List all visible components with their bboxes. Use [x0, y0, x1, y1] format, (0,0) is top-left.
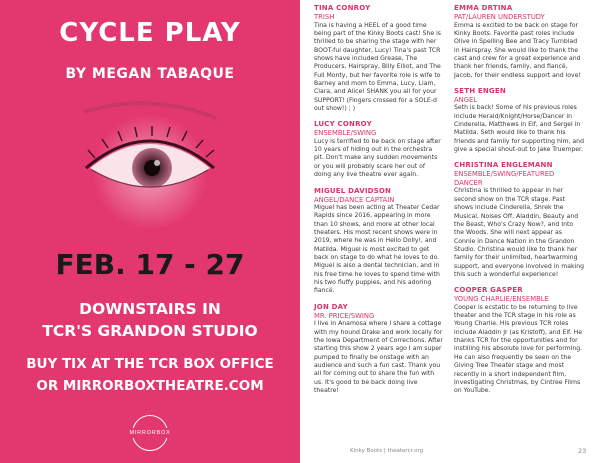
bio-entry	[314, 120, 444, 179]
bio-role: MR. PRICE/SWING	[314, 311, 375, 320]
page-footer: Kinky Boots | theatercr.org	[350, 448, 424, 454]
bio-name: CHRISTINA ENGLEMANN	[454, 161, 553, 170]
bio-role: ENSEMBLE/SWING	[314, 129, 377, 138]
logo-text: MIRRORBOX	[118, 428, 182, 438]
bio-text: Christina is thrilled to appear in her second show on the TCR stage. Past shows include Cinderella, Shrek the Musical, Noises Off, Aladdin, Beauty and the Beast, Who's Crazy Now?, and Into the Woods. She will next appear as Connie in Dance Nation in the Grandon Studio. Christina would like to thank her family for their unlimited, heartwarming support, and everyone involved in making this such a wonderful experience!	[454, 187, 585, 278]
bio-name: JON DAY	[314, 302, 348, 311]
bio-entry	[454, 87, 584, 155]
poster-dates: FEB. 17 - 27	[55, 248, 245, 281]
bio-name: SETH ENGEN	[454, 86, 506, 95]
bio-column-left	[314, 4, 444, 402]
bio-column-right	[454, 4, 584, 403]
bio-name: COOPER GASPER	[454, 286, 523, 295]
bio-entry	[314, 303, 444, 396]
bio-name: MIGUEL DAVIDSON	[314, 186, 392, 195]
bio-name: LUCY CONROY	[314, 120, 372, 129]
poster-tickets-line2: OR MIRRORBOXTHEATRE.COM	[36, 378, 264, 394]
bio-name: EMMA DRTINA	[454, 4, 513, 12]
bio-role: YOUNG CHARLIE/ENSEMBLE	[454, 295, 549, 304]
bio-role: ENSEMBLE/SWING/FEATURED DANCER	[454, 170, 555, 187]
bio-entry	[454, 161, 584, 279]
bio-text: Miguel has been acting at Theater Cedar Rapids since 2016, appearing in more than 10 shows, and more at other local theaters. His most recent shows were in 2019, where he was in Hello Dolly!, and Matilda. Miguel is most excited to get back on stage to do what he loves to do. Miguel is also a dental technician, and in his free time he loves to spend time with his two fluffy puppies, and his adoring fiancé.	[314, 204, 440, 295]
bio-role: ANGEL/DANCE CAPTAIN	[314, 195, 395, 204]
bio-entry	[314, 4, 444, 113]
bio-role: TRISH	[314, 13, 335, 21]
bio-text: Emma is excited to be back on stage for Kinky Boots. Favorite past roles include Olive in Spelling Bee and Tracy Turnblad in Hairspray. She would like to thank the cast and crew for a great experience and thank her friends, family, and fiancé, Jacob, for their endless support and love!	[454, 21, 581, 79]
poster-title: CYCLE PLAY	[59, 18, 241, 48]
bio-role: PAT/LAUREN UNDERSTUDY	[454, 13, 545, 21]
bio-entry	[454, 4, 584, 80]
bio-text: Cooper is ecstatic to be returning to live theater and the TCR stage in his role as Young Charlie. His previous TCR roles include Aladdin Jr (as Kristoff), and Elf. He thanks TCR for the opportunities and for instilling his absolute love for performing. He can also frequently be seen on the Giving Tree Theater stage and most recently in a short independent film, Investigating Christmas, by Cintree Films on YouTube.	[454, 303, 583, 395]
bio-entry	[314, 187, 444, 296]
bio-text: Lucy is terrified to be back on stage after 10 years of hiding out in the orchestra pit. Don't make any sudden movements or you will probably scare her out of doing any live theatre ever again.	[314, 137, 441, 179]
page-number: 23	[578, 447, 587, 455]
bio-text: I live in Anamosa where I share a cottage with my hound Drake and work locally for the Iowa Department of Corrections. After starting this show 2 years ago I am super pumped to finally be onstage with an audience and such a fun cast. Thank you all for coming out to share the fun with us. It's good to be back doing live theatre!	[314, 320, 443, 395]
bio-text: Seth is back! Some of his previous roles include Herald/Knight/Horse/Dancer in Cinderella, Matthews in Elf, and Sergei in Matilda. Seth would like to thank his friends and family for supporting him, and give a special shout-out to Jake Truemper.	[454, 104, 584, 154]
bio-entry	[454, 286, 584, 395]
poster-venue-line1: DOWNSTAIRS IN	[79, 300, 221, 318]
bio-text: Tina is having a HEEL of a good time being part of the Kinky Boots cast! She is thrilled to be sharing the stage with her BOOT-ful daughter, Lucy! Tina's past TCR shows have included Grease, The Producers, Hairspray, Billy Elliot, and The Full Monty, but her favorite role is wife to Barney and mom to Emma, Lucy, Liam, Clara, and Alice! SHANK you all for your SUPPORT! (Fingers crossed for a SOLE-d out show!) ; )	[314, 21, 441, 112]
poster-author: BY MEGAN TABAQUE	[65, 66, 235, 82]
poster-tickets-line1: BUY TIX AT THE TCR BOX OFFICE	[26, 356, 274, 372]
poster-venue-line2: TCR'S GRANDON STUDIO	[42, 322, 258, 340]
bio-role: ANGEL	[454, 95, 478, 104]
bio-name: TINA CONROY	[314, 4, 371, 12]
